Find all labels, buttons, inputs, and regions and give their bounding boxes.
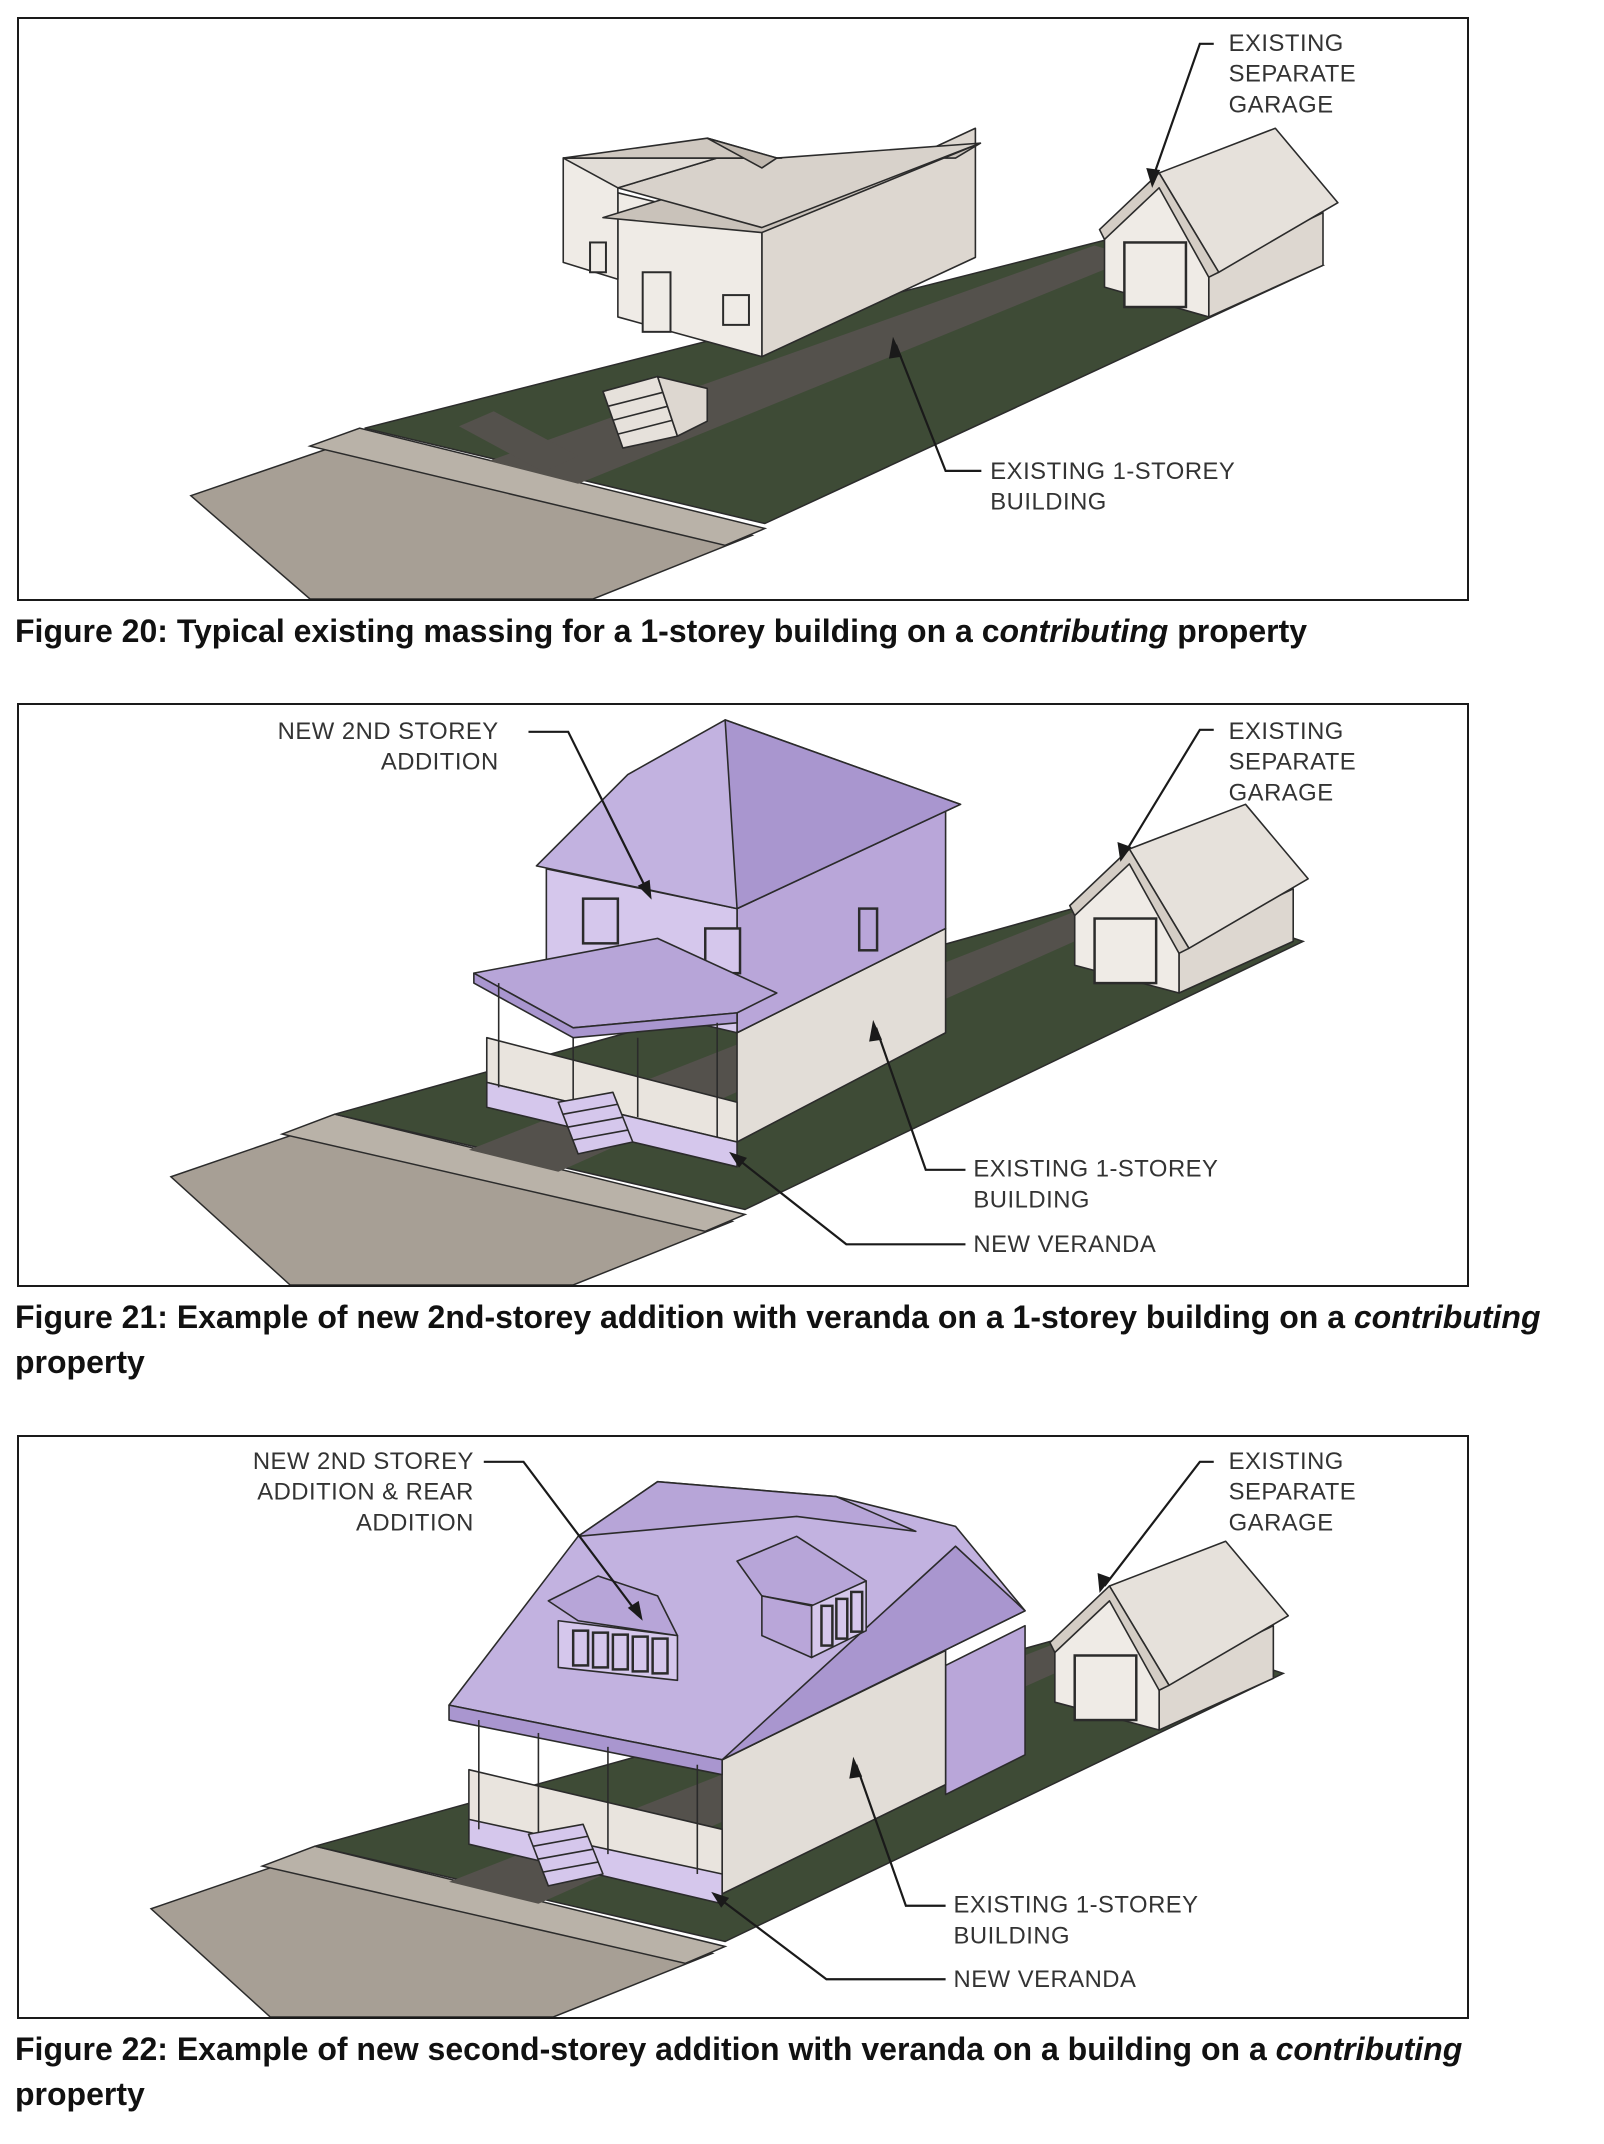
label-garage: EXISTING SEPARATE GARAGE — [1228, 29, 1357, 119]
figure-20-drawing — [19, 19, 1467, 599]
figure-20-panel — [17, 17, 1469, 601]
label-addition: NEW 2ND STOREY ADDITION — [277, 717, 499, 776]
house-window — [723, 295, 749, 325]
house-door — [643, 272, 671, 332]
upper-window-left — [583, 899, 618, 944]
figure-21-caption: Figure 21: Example of new 2nd-storey addition with veranda on a 1-storey building on a contributing property — [15, 1299, 1541, 1380]
figure-22-panel — [17, 1435, 1469, 2019]
house-window-left — [590, 242, 606, 272]
garage-door — [1075, 1655, 1137, 1720]
label-garage: EXISTING SEPARATE GARAGE — [1228, 717, 1357, 807]
figure-22-drawing — [19, 1437, 1467, 2017]
label-addition: NEW 2ND STOREY ADDITION & REAR ADDITION — [252, 1447, 474, 1537]
label-building: EXISTING 1-STOREY BUILDING — [973, 1155, 1219, 1214]
garage-door — [1095, 919, 1157, 984]
figure-21-panel — [17, 703, 1469, 1287]
figure-21-drawing — [19, 705, 1467, 1285]
label-veranda: NEW VERANDA — [953, 1966, 1137, 1994]
label-building: EXISTING 1-STOREY BUILDING — [990, 457, 1236, 516]
upper-window-side — [859, 909, 877, 951]
garage-door — [1124, 242, 1186, 307]
figure-20-caption: Figure 20: Typical existing massing for a 1-storey building on a contributing property — [15, 613, 1308, 649]
figure-22-caption: Figure 22: Example of new second-storey addition with veranda on a building on a contributing property — [15, 2031, 1463, 2112]
label-veranda: NEW VERANDA — [973, 1231, 1157, 1259]
label-garage: EXISTING SEPARATE GARAGE — [1228, 1447, 1357, 1537]
label-building: EXISTING 1-STOREY BUILDING — [953, 1891, 1199, 1950]
